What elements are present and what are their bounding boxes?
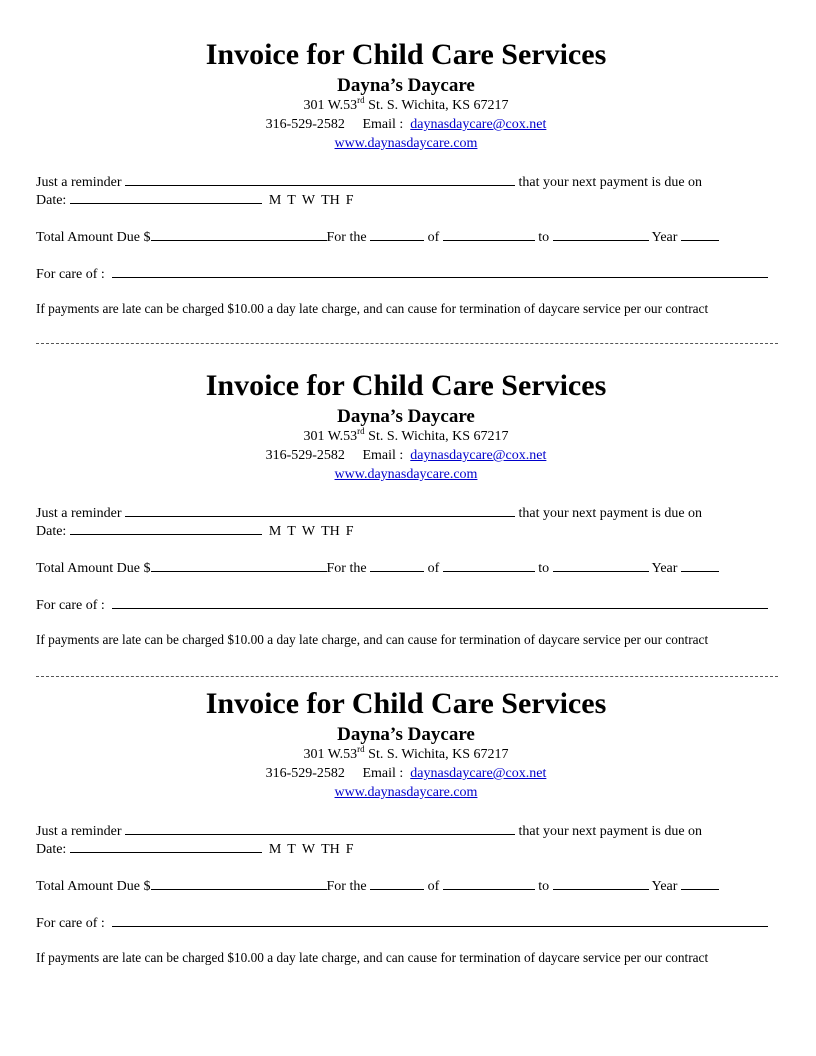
of-label: of (427, 561, 440, 576)
company-name: Dayna’s Daycare (337, 724, 475, 745)
total-line (36, 558, 719, 577)
year-field[interactable] (681, 227, 719, 241)
day-m[interactable]: M (268, 193, 282, 208)
invoice-title: Invoice for Child Care Services (205, 687, 607, 720)
reminder-tail: that your next payment is due on (518, 175, 703, 190)
day-f[interactable]: F (345, 842, 354, 857)
invoice-title: Invoice for Child Care Services (205, 369, 607, 402)
for-the-label: For the (326, 561, 367, 576)
website-link[interactable]: www.daynasdaycare.com (334, 136, 478, 151)
to-field[interactable] (553, 558, 649, 572)
care-label: For care of : (36, 598, 105, 613)
website-link[interactable]: www.daynasdaycare.com (334, 785, 478, 800)
date-label: Date: (36, 842, 67, 857)
invoice-section-2 (0, 368, 816, 668)
reminder-name-field[interactable] (125, 172, 515, 186)
address-city: St. S. Wichita, KS 67217 (364, 747, 509, 762)
care-of-field[interactable] (112, 264, 768, 278)
cut-line-separator (36, 676, 778, 677)
day-th[interactable]: TH (321, 842, 340, 857)
year-field[interactable] (681, 876, 719, 890)
period-field[interactable] (370, 876, 424, 890)
reminder-tail: that your next payment is due on (518, 824, 703, 839)
address-city: St. S. Wichita, KS 67217 (364, 98, 509, 113)
late-notice: If payments are late can be charged $10.00 a day late charge, and can cause for termination of daycare service per our contract (36, 301, 709, 316)
address-suffix: rd (357, 744, 365, 754)
care-line (36, 913, 768, 932)
year-field[interactable] (681, 558, 719, 572)
phone-number: 316-529-2582 (265, 766, 345, 781)
cut-line-separator (36, 343, 778, 344)
year-label: Year (651, 561, 678, 576)
day-t[interactable]: T (287, 842, 296, 857)
day-w[interactable]: W (301, 842, 316, 857)
year-label: Year (651, 879, 678, 894)
care-label: For care of : (36, 267, 105, 282)
day-th[interactable]: TH (321, 524, 340, 539)
email-link[interactable]: daynasdaycare@cox.net (410, 117, 547, 132)
website-line (0, 135, 812, 152)
to-field[interactable] (553, 227, 649, 241)
from-field[interactable] (443, 558, 535, 572)
contact-line (0, 765, 812, 782)
reminder-label: Just a reminder (36, 506, 122, 521)
email-link[interactable]: daynasdaycare@cox.net (410, 766, 547, 781)
total-line (36, 876, 719, 895)
day-t[interactable]: T (287, 524, 296, 539)
date-field[interactable] (70, 190, 262, 204)
reminder-name-field[interactable] (125, 503, 515, 517)
company-name: Dayna’s Daycare (337, 406, 475, 427)
reminder-line (36, 503, 702, 522)
late-notice: If payments are late can be charged $10.00 a day late charge, and can cause for termination of daycare service per our contract (36, 950, 709, 965)
total-label: Total Amount Due $ (36, 230, 151, 245)
website-line (0, 784, 812, 801)
to-label: to (538, 230, 550, 245)
company-address (0, 428, 812, 445)
reminder-tail: that your next payment is due on (518, 506, 703, 521)
address-street: 301 W.53 (303, 429, 358, 444)
to-label: to (538, 879, 550, 894)
reminder-line (36, 172, 702, 191)
email-link[interactable]: daynasdaycare@cox.net (410, 448, 547, 463)
day-th[interactable]: TH (321, 193, 340, 208)
company-address (0, 746, 812, 763)
day-w[interactable]: W (301, 524, 316, 539)
days-of-week (269, 524, 360, 539)
care-line (36, 595, 768, 614)
for-the-label: For the (326, 879, 367, 894)
company-address (0, 97, 812, 114)
period-field[interactable] (370, 227, 424, 241)
phone-number: 316-529-2582 (265, 117, 345, 132)
reminder-name-field[interactable] (125, 821, 515, 835)
reminder-line (36, 821, 702, 840)
date-field[interactable] (70, 521, 262, 535)
website-line (0, 466, 812, 483)
total-label: Total Amount Due $ (36, 561, 151, 576)
address-city: St. S. Wichita, KS 67217 (364, 429, 509, 444)
days-of-week (269, 842, 360, 857)
reminder-label: Just a reminder (36, 824, 122, 839)
day-m[interactable]: M (268, 842, 282, 857)
day-w[interactable]: W (301, 193, 316, 208)
company-name: Dayna’s Daycare (337, 75, 475, 96)
total-line (36, 227, 719, 246)
total-label: Total Amount Due $ (36, 879, 151, 894)
address-street: 301 W.53 (303, 98, 358, 113)
date-field[interactable] (70, 839, 262, 853)
contact-line (0, 116, 812, 133)
total-amount-field[interactable] (151, 227, 327, 241)
email-label: Email : (362, 117, 404, 132)
invoice-section-3 (0, 686, 816, 986)
address-suffix: rd (357, 426, 365, 436)
from-field[interactable] (443, 227, 535, 241)
of-label: of (427, 879, 440, 894)
care-line (36, 264, 768, 283)
date-line (36, 521, 360, 540)
total-amount-field[interactable] (151, 876, 327, 890)
days-of-week (269, 193, 360, 208)
to-label: to (538, 561, 550, 576)
address-street: 301 W.53 (303, 747, 358, 762)
date-line (36, 839, 360, 858)
total-amount-field[interactable] (151, 558, 327, 572)
day-t[interactable]: T (287, 193, 296, 208)
address-suffix: rd (357, 95, 365, 105)
date-label: Date: (36, 193, 67, 208)
email-label: Email : (362, 766, 404, 781)
date-label: Date: (36, 524, 67, 539)
late-notice: If payments are late can be charged $10.00 a day late charge, and can cause for termination of daycare service per our contract (36, 632, 709, 647)
email-label: Email : (362, 448, 404, 463)
of-label: of (427, 230, 440, 245)
from-field[interactable] (443, 876, 535, 890)
care-of-field[interactable] (112, 595, 768, 609)
contact-line (0, 447, 812, 464)
website-link[interactable]: www.daynasdaycare.com (334, 467, 478, 482)
phone-number: 316-529-2582 (265, 448, 345, 463)
care-of-field[interactable] (112, 913, 768, 927)
to-field[interactable] (553, 876, 649, 890)
date-line (36, 190, 360, 209)
for-the-label: For the (326, 230, 367, 245)
year-label: Year (651, 230, 678, 245)
invoice-title: Invoice for Child Care Services (205, 38, 607, 71)
period-field[interactable] (370, 558, 424, 572)
invoice-section-1 (0, 37, 816, 337)
reminder-label: Just a reminder (36, 175, 122, 190)
day-m[interactable]: M (268, 524, 282, 539)
care-label: For care of : (36, 916, 105, 931)
day-f[interactable]: F (345, 524, 354, 539)
day-f[interactable]: F (345, 193, 354, 208)
